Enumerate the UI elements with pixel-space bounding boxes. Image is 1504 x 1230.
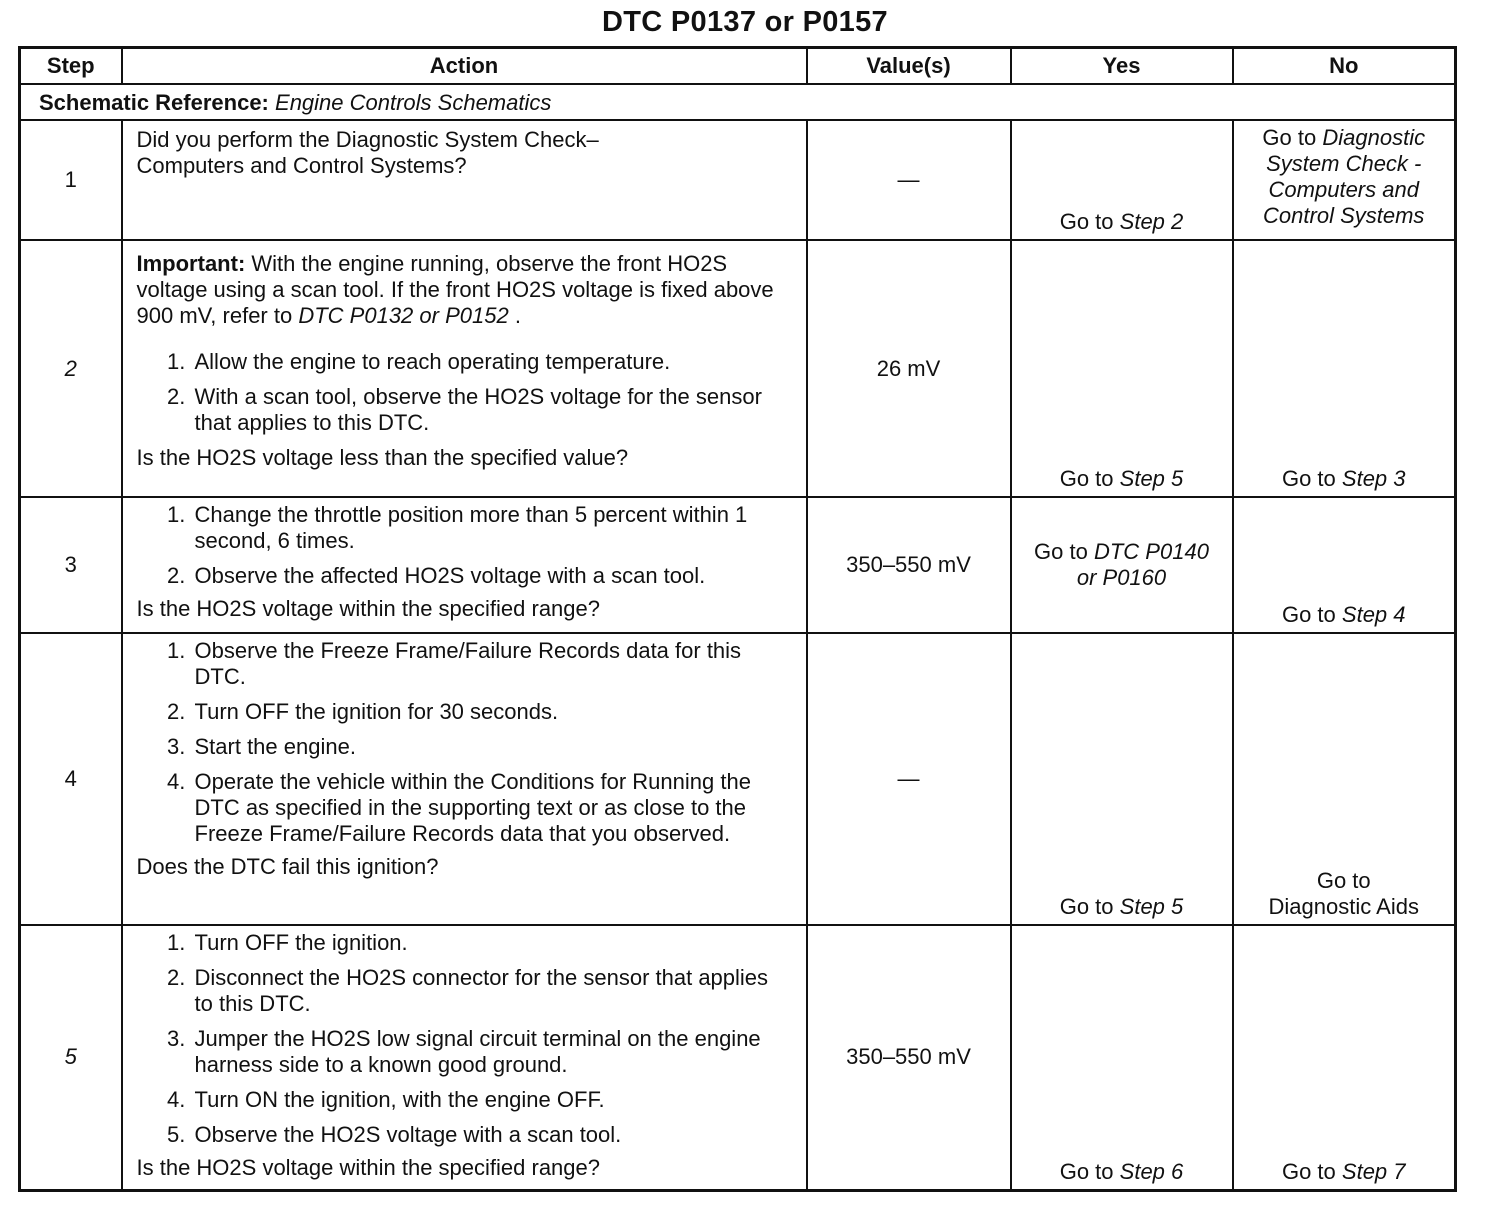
page-title: DTC P0137 or P0157: [602, 6, 888, 38]
important-text: With the engine running, observe the front HO2S voltage using a scan tool. If the front HO2S voltage is fixed above 900 mV, refer to: [136, 251, 774, 328]
action-cell: [122, 633, 807, 925]
action-cell: [122, 497, 807, 633]
value-cell: 350–550 mV: [807, 925, 1011, 1190]
goto-link: Step 6: [1119, 1158, 1184, 1184]
important-label: Important:: [136, 251, 246, 276]
goto-link: or P0160: [1076, 565, 1167, 590]
no-goto: [1234, 868, 1455, 920]
list-item: 3. Jumper the HO2S low signal circuit terminal on the engine harness side to a known good ground.: [192, 1026, 792, 1078]
goto-link: DTC P0140: [1093, 539, 1209, 564]
header-values: Value(s): [807, 48, 1011, 85]
yes-goto: [1012, 209, 1232, 235]
schematic-value: Engine Controls Schematics: [275, 90, 552, 115]
yes-cell: [1011, 497, 1233, 633]
action-cell: [122, 120, 807, 240]
no-cell: [1233, 497, 1456, 633]
important-ref: DTC P0132 or P0152: [298, 303, 509, 328]
goto-link: Step 3: [1341, 466, 1406, 491]
step-list: [137, 349, 792, 436]
goto-prefix: Go to: [1316, 868, 1371, 893]
step-number: 2: [20, 240, 122, 497]
step-list: [137, 502, 792, 589]
header-step: Step: [20, 48, 122, 85]
header-action: Action: [122, 48, 807, 85]
table-row: [20, 633, 1456, 925]
goto-link: Step 2: [1119, 209, 1184, 234]
no-goto: [1234, 602, 1455, 628]
action-cell: [122, 240, 807, 497]
list-item: 4. Operate the vehicle within the Conditions for Running the DTC as specified in the supporting text or as close to the Freeze Frame/Failure Records data that you observed.: [192, 769, 792, 847]
goto-link: Step 5: [1119, 894, 1184, 919]
list-item: 2. Observe the affected HO2S voltage with a scan tool.: [192, 563, 792, 589]
list-item: 1. Observe the Freeze Frame/Failure Records data for this DTC.: [192, 638, 792, 690]
list-item: 3. Start the engine.: [192, 734, 792, 760]
action-question: Is the HO2S voltage within the specified range?: [136, 596, 600, 621]
yes-goto: [1012, 539, 1232, 591]
step-list: [137, 930, 792, 1148]
goto-prefix: Go to: [1059, 466, 1114, 491]
goto-link: Step 7: [1341, 1158, 1406, 1184]
no-cell: [1233, 925, 1456, 1190]
yes-goto: [1012, 466, 1232, 492]
goto-link: Control Systems: [1263, 203, 1425, 228]
list-item: 2. Disconnect the HO2S connector for the sensor that applies to this DTC.: [192, 965, 792, 1017]
action-question: Does the DTC fail this ignition?: [136, 854, 439, 879]
list-item: 1. Allow the engine to reach operating temperature.: [192, 349, 792, 375]
goto-link: Step 4: [1341, 602, 1406, 627]
value-cell: —: [807, 633, 1011, 925]
header-yes: Yes: [1011, 48, 1233, 85]
yes-goto: [1012, 894, 1232, 920]
table-row: [20, 497, 1456, 633]
action-cell: [122, 925, 807, 1190]
no-goto: [1234, 125, 1455, 229]
important-end: .: [514, 303, 521, 328]
action-question: Is the HO2S voltage less than the specified value?: [136, 445, 629, 470]
list-item: 2. With a scan tool, observe the HO2S voltage for the sensor that applies to this DTC.: [192, 384, 792, 436]
no-cell: [1233, 633, 1456, 925]
table-row: [20, 240, 1456, 497]
goto-link: Diagnostic Aids: [1268, 894, 1419, 919]
action-question: Is the HO2S voltage within the specified range?: [136, 1155, 600, 1180]
step-number: 4: [20, 633, 122, 925]
schematic-label: Schematic Reference:: [39, 90, 269, 115]
goto-prefix: Go to: [1262, 125, 1317, 150]
no-goto: [1234, 1159, 1455, 1185]
diagnostic-table: [18, 46, 1457, 1192]
header-row: [20, 48, 1456, 85]
goto-link: Computers and: [1268, 177, 1419, 202]
step-number: 3: [20, 497, 122, 633]
value-cell: 26 mV: [807, 240, 1011, 497]
value-cell: —: [807, 120, 1011, 240]
goto-prefix: Go to: [1281, 1158, 1336, 1184]
list-item: 1. Change the throttle position more than 5 percent within 1 second, 6 times.: [192, 502, 792, 554]
goto-prefix: Go to: [1059, 209, 1114, 234]
no-cell: [1233, 120, 1456, 240]
yes-cell: [1011, 633, 1233, 925]
list-item: 4. Turn ON the ignition, with the engine OFF.: [192, 1087, 792, 1113]
yes-cell: [1011, 240, 1233, 497]
step-number: 1: [20, 120, 122, 240]
header-no: No: [1233, 48, 1456, 85]
step-number: 5: [20, 925, 122, 1190]
goto-prefix: Go to: [1281, 602, 1336, 627]
no-goto: [1234, 466, 1455, 492]
yes-cell: [1011, 120, 1233, 240]
action-question: Computers and Control Systems?: [136, 153, 467, 178]
goto-prefix: Go to: [1281, 466, 1336, 491]
table-row: [20, 120, 1456, 240]
goto-prefix: Go to: [1059, 1158, 1114, 1184]
goto-link: System Check -: [1266, 151, 1422, 176]
step-list: [137, 638, 792, 847]
list-item: 2. Turn OFF the ignition for 30 seconds.: [192, 699, 792, 725]
list-item: 5. Observe the HO2S voltage with a scan tool.: [192, 1122, 792, 1148]
schematic-row: [20, 84, 1456, 120]
schematic-reference: [20, 84, 1456, 120]
goto-link: Step 5: [1119, 466, 1184, 491]
yes-cell: [1011, 925, 1233, 1190]
important-note: [137, 251, 792, 329]
goto-link: Diagnostic: [1322, 125, 1426, 150]
goto-prefix: Go to: [1034, 539, 1088, 564]
yes-goto: [1012, 1159, 1232, 1185]
list-item: 1. Turn OFF the ignition.: [192, 930, 792, 956]
value-cell: 350–550 mV: [807, 497, 1011, 633]
table-row: [20, 925, 1456, 1190]
action-question: Did you perform the Diagnostic System Check–: [136, 127, 599, 152]
no-cell: [1233, 240, 1456, 497]
goto-prefix: Go to: [1059, 894, 1114, 919]
